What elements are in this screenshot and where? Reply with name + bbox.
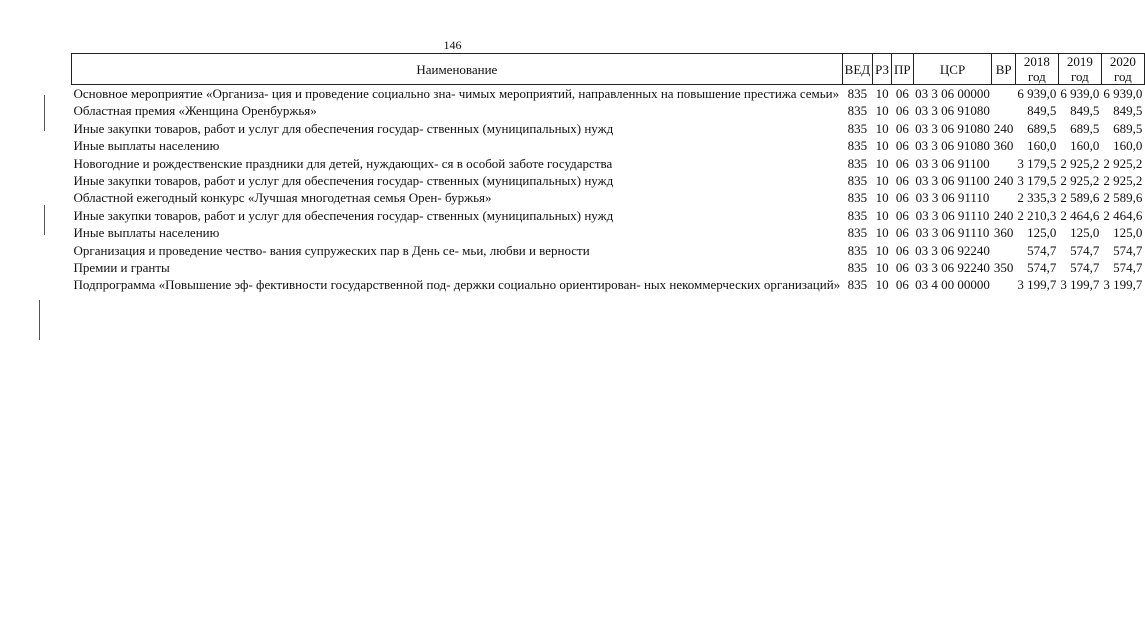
- pr-cell: 06: [895, 103, 909, 119]
- csr-cell: 03 3 06 91080: [915, 138, 990, 154]
- amount-2019-cell: 2 589,6: [1060, 190, 1100, 206]
- row-name-cell: Организация и проведение чество- вания супружеских пар в День се- мьи, любви и верности: [73, 242, 590, 258]
- column-header: РЗ: [873, 54, 892, 85]
- amount-2019-cell: 6 939,0: [1060, 86, 1100, 101]
- column-header: ВЕД: [842, 54, 872, 85]
- rz-cell: 10: [875, 120, 889, 136]
- csr-cell: 03 3 06 91100: [915, 173, 990, 189]
- csr-cell: 03 3 06 91110: [915, 190, 990, 206]
- amount-2020-cell: 160,0: [1113, 138, 1143, 154]
- column-header: ВР: [992, 54, 1016, 85]
- table-body: [72, 85, 1145, 294]
- amount-2020-cell: 2 464,6: [1103, 207, 1143, 223]
- amount-2020-cell: 3 199,7: [1103, 277, 1143, 293]
- vr-cell: [992, 189, 1016, 206]
- csr-cell: 03 3 06 91080: [915, 120, 990, 136]
- amount-2020-cell: 574,7: [1113, 242, 1143, 258]
- amount-2019-cell: 2 925,2: [1060, 173, 1100, 189]
- column-header: 2020 год: [1101, 54, 1144, 85]
- amount-2018-cell: 6 939,0: [1017, 86, 1057, 101]
- pr-cell: 06: [895, 277, 909, 293]
- amount-2018-cell: 849,5: [1027, 103, 1057, 119]
- amount-2019-cell: 574,7: [1070, 242, 1100, 258]
- rz-cell: 10: [875, 103, 889, 119]
- vr-cell: 240: [993, 207, 1014, 223]
- table-row: [72, 155, 1145, 172]
- csr-cell: 03 3 06 91110: [915, 225, 990, 241]
- ved-cell: 835: [847, 225, 868, 241]
- table-row: [72, 172, 1145, 189]
- amount-2020-cell: 2 925,2: [1103, 173, 1143, 189]
- table-row: [72, 189, 1145, 206]
- row-name-cell: Подпрограмма «Повышение эф- фективности государственной под- держки социально ориентирован- ных некоммерческих организаций»: [73, 277, 841, 293]
- ved-cell: 835: [847, 277, 868, 293]
- vr-cell: [992, 102, 1016, 119]
- ved-cell: 835: [847, 260, 868, 276]
- row-name-cell: Иные закупки товаров, работ и услуг для обеспечения государ- ственных (муниципальных) нужд: [73, 120, 614, 136]
- table-row: [72, 276, 1145, 293]
- amount-2018-cell: 574,7: [1027, 260, 1057, 276]
- csr-cell: 03 3 06 91100: [915, 155, 990, 171]
- pr-cell: 06: [895, 173, 909, 189]
- amount-2019-cell: 160,0: [1070, 138, 1100, 154]
- amount-2018-cell: 3 199,7: [1017, 277, 1057, 293]
- ved-cell: 835: [847, 207, 868, 223]
- amount-2020-cell: 2 589,6: [1103, 190, 1143, 206]
- ved-cell: 835: [847, 155, 868, 171]
- pr-cell: 06: [895, 242, 909, 258]
- rz-cell: 10: [875, 207, 889, 223]
- column-header: 2018 год: [1015, 54, 1058, 85]
- csr-cell: 03 3 06 92240: [915, 242, 990, 258]
- rz-cell: 10: [875, 260, 889, 276]
- vr-cell: 240: [993, 120, 1014, 136]
- table-row: [72, 242, 1145, 259]
- amount-2019-cell: 2 464,6: [1060, 207, 1100, 223]
- vr-cell: 360: [993, 138, 1014, 154]
- rz-cell: 10: [875, 190, 889, 206]
- ved-cell: 835: [847, 242, 868, 258]
- ved-cell: 835: [847, 190, 868, 206]
- vr-cell: [992, 155, 1016, 172]
- pr-cell: 06: [895, 225, 909, 241]
- row-name-cell: Областная премия «Женщина Оренбуржья»: [73, 103, 317, 119]
- amount-2019-cell: 574,7: [1070, 260, 1100, 276]
- pr-cell: 06: [895, 138, 909, 154]
- amount-2020-cell: 689,5: [1113, 120, 1143, 136]
- row-name-cell: Иные закупки товаров, работ и услуг для обеспечения государ- ственных (муниципальных) нужд: [73, 173, 614, 189]
- amount-2020-cell: 849,5: [1113, 103, 1143, 119]
- row-name-cell: Областной ежегодный конкурс «Лучшая многодетная семья Орен- буржья»: [73, 190, 492, 206]
- amount-2019-cell: 849,5: [1070, 103, 1100, 119]
- scan-artifact: [44, 95, 45, 131]
- amount-2019-cell: 3 199,7: [1060, 277, 1100, 293]
- amount-2020-cell: 6 939,0: [1103, 86, 1143, 101]
- vr-cell: 240: [993, 173, 1014, 189]
- ved-cell: 835: [847, 173, 868, 189]
- table-row: [72, 85, 1145, 103]
- table-row: [72, 120, 1145, 137]
- row-name-cell: Иные закупки товаров, работ и услуг для обеспечения государ- ственных (муниципальных) нужд: [73, 207, 614, 223]
- amount-2018-cell: 125,0: [1027, 225, 1057, 241]
- pr-cell: 06: [895, 190, 909, 206]
- pr-cell: 06: [895, 120, 909, 136]
- row-name-cell: Иные выплаты населению: [73, 225, 220, 241]
- amount-2018-cell: 160,0: [1027, 138, 1057, 154]
- scan-artifact: [39, 300, 40, 340]
- scan-artifact: [44, 205, 45, 235]
- csr-cell: 03 3 06 91080: [915, 103, 990, 119]
- column-header: ЦСР: [913, 54, 992, 85]
- rz-cell: 10: [875, 242, 889, 258]
- vr-cell: 350: [993, 260, 1014, 276]
- table-row: [72, 207, 1145, 224]
- page-number: 146: [443, 38, 462, 52]
- rz-cell: 10: [875, 173, 889, 189]
- ved-cell: 835: [847, 138, 868, 154]
- ved-cell: 835: [847, 120, 868, 136]
- table-row: [72, 102, 1145, 119]
- amount-2018-cell: 2 335,3: [1017, 190, 1057, 206]
- rz-cell: 10: [875, 86, 889, 101]
- pr-cell: 06: [895, 86, 909, 101]
- rz-cell: 10: [875, 225, 889, 241]
- amount-2019-cell: 125,0: [1070, 225, 1100, 241]
- table-header-row: [72, 54, 1145, 85]
- csr-cell: 03 4 00 00000: [915, 277, 990, 293]
- row-name-cell: Основное мероприятие «Организа- ция и проведение социально зна- чимых мероприятий, направленных на повышение престижа семьи»: [73, 86, 840, 101]
- vr-cell: [992, 276, 1016, 293]
- vr-cell: [992, 242, 1016, 259]
- amount-2019-cell: 689,5: [1070, 120, 1100, 136]
- table-row: [72, 259, 1145, 276]
- pr-cell: 06: [895, 155, 909, 171]
- amount-2020-cell: 574,7: [1113, 260, 1143, 276]
- column-header: 2019 год: [1058, 54, 1101, 85]
- vr-cell: 360: [993, 225, 1014, 241]
- table-row: [72, 137, 1145, 154]
- rz-cell: 10: [875, 138, 889, 154]
- amount-2020-cell: 125,0: [1113, 225, 1143, 241]
- ved-cell: 835: [847, 103, 868, 119]
- amount-2018-cell: 2 210,3: [1017, 207, 1057, 223]
- amount-2018-cell: 574,7: [1027, 242, 1057, 258]
- amount-2018-cell: 3 179,5: [1017, 173, 1057, 189]
- amount-2018-cell: 3 179,5: [1017, 155, 1057, 171]
- amount-2020-cell: 2 925,2: [1103, 155, 1143, 171]
- ved-cell: 835: [847, 86, 868, 101]
- csr-cell: 03 3 06 91110: [915, 207, 990, 223]
- csr-cell: 03 3 06 00000: [915, 86, 990, 101]
- rz-cell: 10: [875, 155, 889, 171]
- row-name-cell: Новогодние и рождественские праздники для детей, нуждающих- ся в особой заботе государства: [73, 155, 613, 171]
- rz-cell: 10: [875, 277, 889, 293]
- budget-table: [71, 53, 1145, 294]
- vr-cell: [992, 85, 1016, 103]
- column-header: Наименование: [72, 54, 843, 85]
- row-name-cell: Иные выплаты населению: [73, 138, 220, 154]
- pr-cell: 06: [895, 260, 909, 276]
- csr-cell: 03 3 06 92240: [915, 260, 990, 276]
- pr-cell: 06: [895, 207, 909, 223]
- amount-2019-cell: 2 925,2: [1060, 155, 1100, 171]
- row-name-cell: Премии и гранты: [73, 260, 170, 276]
- amount-2018-cell: 689,5: [1027, 120, 1057, 136]
- column-header: ПР: [892, 54, 914, 85]
- table-row: [72, 224, 1145, 241]
